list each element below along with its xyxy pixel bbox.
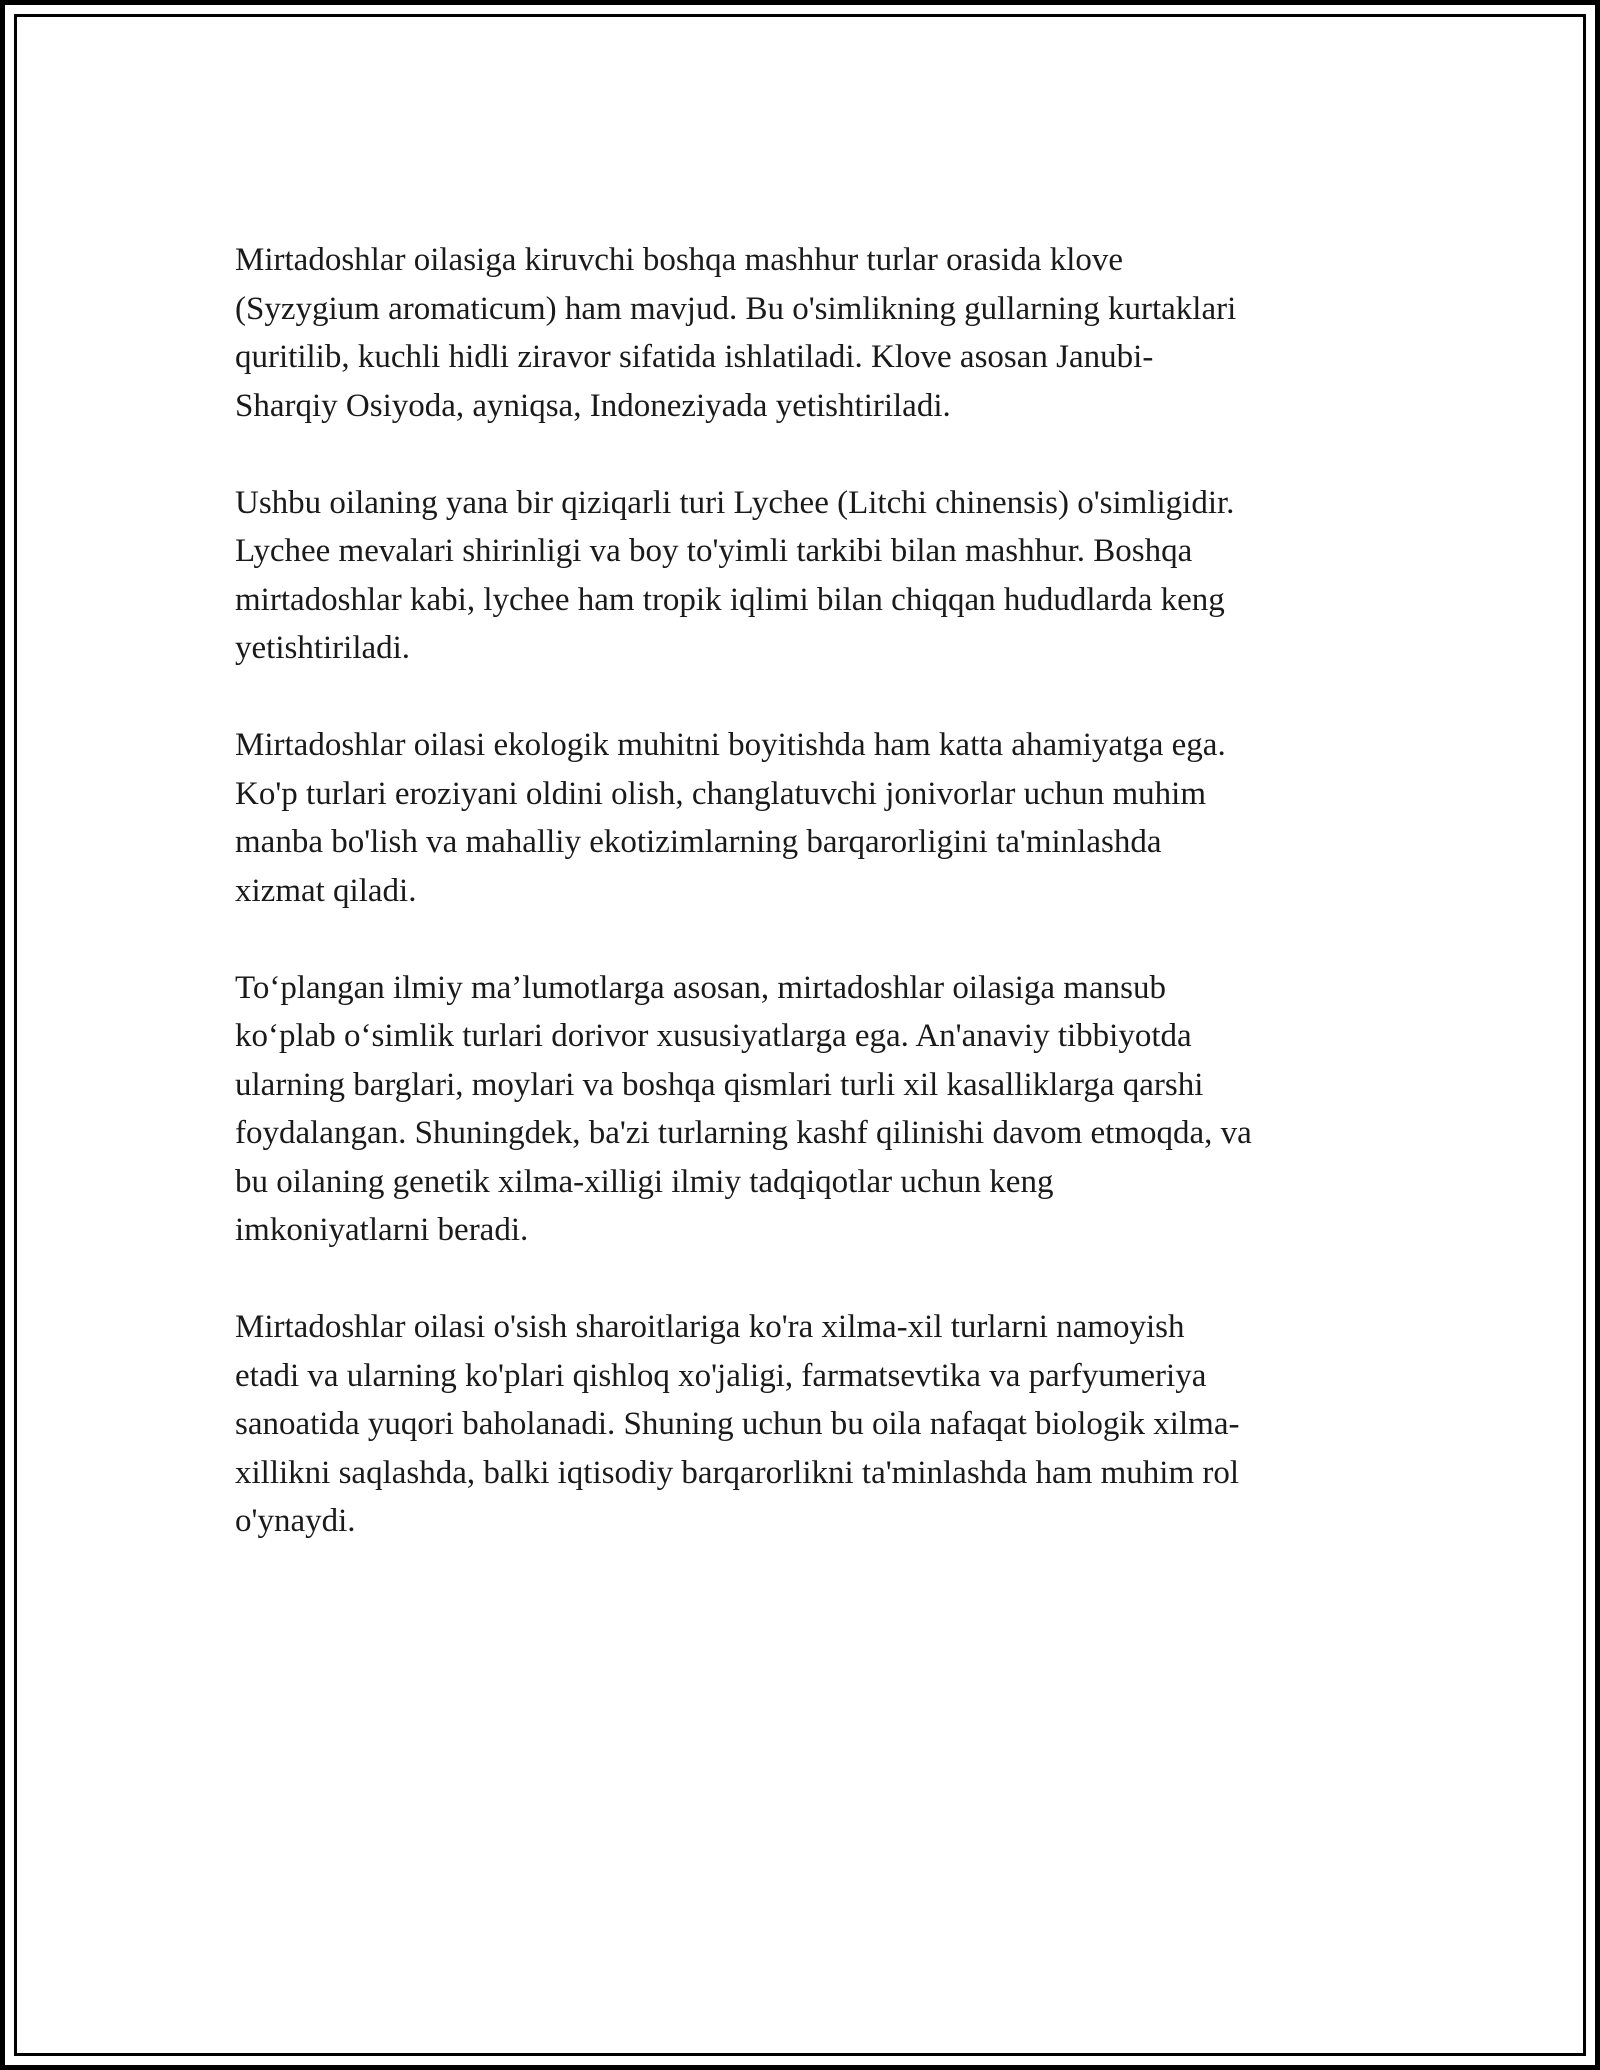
paragraph-clove: Mirtadoshlar oilasiga kiruvchi boshqa mashhur turlar orasida klove (Syzygium aromaticum) ham mavjud. Bu o'simlikning gullarning kurtaklari quritilib, kuchli hidli ziravor sifatida ishlatiladi. Klove asosan Janubi- Sharqiy Osiyoda, ayniqsa, Indoneziyada yetishtiriladi. (235, 242, 1237, 424)
paragraph-lychee: Ushbu oilaning yana bir qiziqarli turi Lychee (Litchi chinensis) o'simligidir. Lychee mevalari shirinligi va boy to'yimli tarkibi bilan mashhur. Boshqa mirtadoshlar kabi, lychee ham tropik iqlimi bilan chiqqan hududlarda keng yetishtiriladi. (235, 484, 1235, 666)
document-body (235, 236, 1375, 1594)
paragraph-ecology: Mirtadoshlar oilasi ekologik muhitni boyitishda ham katta ahamiyatga ega. Ko'p turlari eroziyani oldini olish, changlatuvchi jonivorlar uchun muhim manba bo'lish va mahalliy ekotizimlarning barqarorligini ta'minlashda xizmat qiladi. (235, 727, 1226, 909)
paragraph-economy: Mirtadoshlar oilasi o'sish sharoitlariga ko'ra xilma-xil turlarni namoyish etadi va ularning ko'plari qishloq xo'jaligi, farmatsevtika va parfyumeriya sanoatida yuqori baholanadi. Shuning uchun bu oila nafaqat biologik xilma- xillikni saqlashda, balki iqtisodiy barqarorlikni ta'minlashda ham muhim rol o'ynaydi. (235, 1309, 1240, 1539)
paragraph-medicinal: To‘plangan ilmiy ma’lumotlarga asosan, mirtadoshlar oilasiga mansub ko‘plab o‘simlik turlari dorivor xususiyatlarga ega. An'anaviy tibbiyotda ularning barglari, moylari va boshqa qismlari turli xil kasalliklarga qarshi foydalangan. Shuningdek, ba'zi turlarning kashf qilinishi davom etmoqda, va bu oilaning genetik xilma-xilligi ilmiy tadqiqotlar uchun keng imkoniyatlarni beradi. (235, 969, 1252, 1248)
